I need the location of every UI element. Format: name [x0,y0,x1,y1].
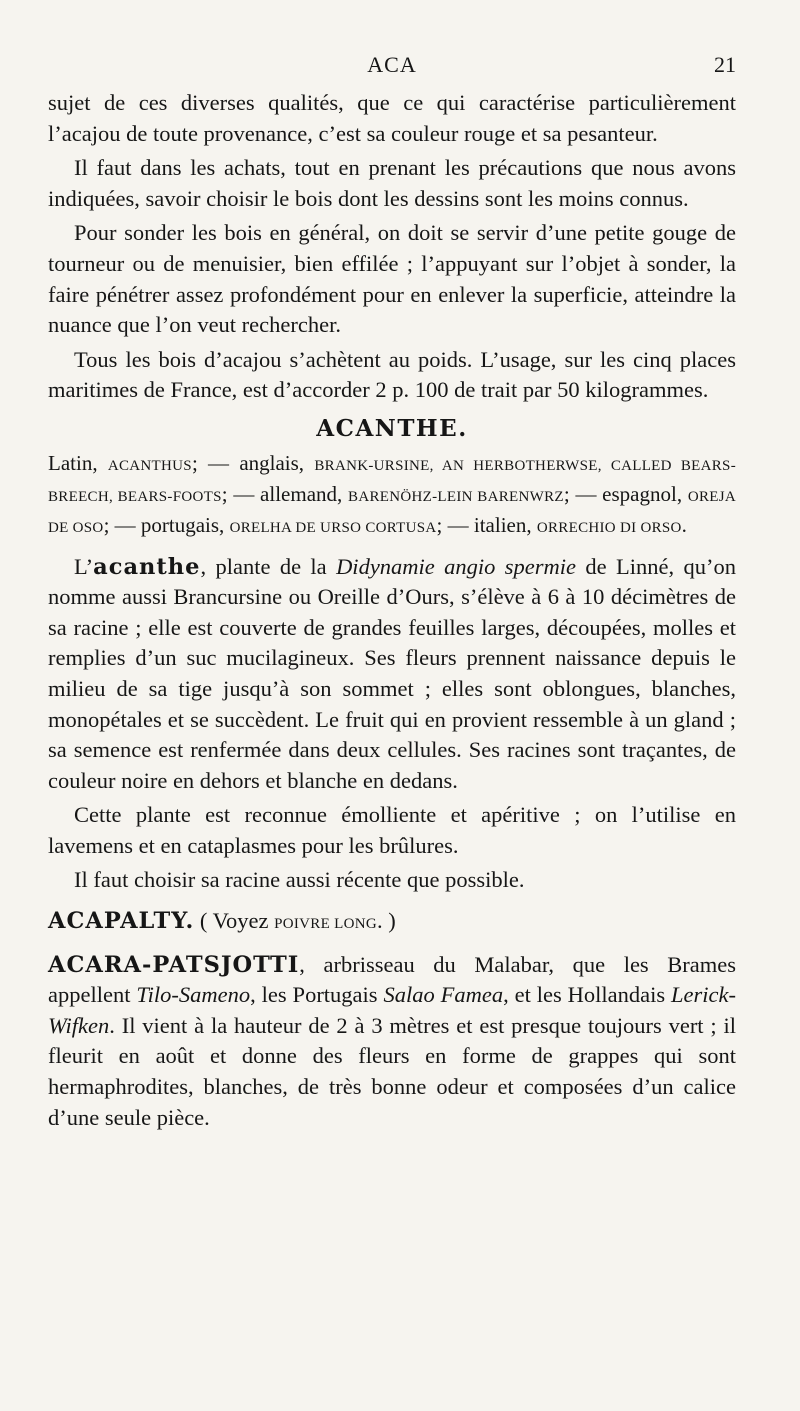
desc-text: , plante de la [200,553,337,579]
entry-text: , arbrisseau du Malabar, que les Brames appellent [48,951,736,1008]
portugais-names: ORELHA DE URSO CORTUSA [229,519,437,536]
italien-label: ; — italien, [436,512,532,537]
entry-text: . Il vient à la hauteur de 2 à 3 mètres et est presque toujours vert ; il fleurit en août et donne des fleurs en forme de grappes qui sont hermaphrodites, blanches, de très bonne odeur et composées d’un calice d’une seule pièce. [48,1012,736,1130]
latin-name: ACANTHUS [107,457,192,474]
acanthe-description [48,552,736,797]
acapalty-entry [48,906,736,940]
espagnol-names: OREJA DE OSO [48,488,737,536]
paragraph: Il faut choisir sa racine aussi récente que possible. [74,867,525,893]
synonyms-prefix: Latin, [48,450,98,475]
body-text [48,88,736,1133]
paragraph: Pour sonder les bois en général, on doit se servir d’une petite gouge de tourneur ou de menuisier, bien effilée ; l’appuyant sur l’objet à sonder, la faire pénétrer assez profondément pour en enlever la superficie, atteindre la nuance que l’on veut rechercher. [48,220,736,338]
entry-text: , les Portugais [250,982,384,1008]
synonyms-paragraph [48,449,736,542]
synonyms-end: . [681,512,687,537]
entry-term: acanthe [93,553,201,580]
running-head: ACA [367,52,417,77]
page-header [48,52,736,82]
allemand-label: ; — allemand, [221,481,343,506]
paragraph: Il faut dans les achats, tout en prenant les précautions que nous avons indiquées, savoir choisir le bois dont les dessins sont les moins connus. [48,155,736,211]
entry-term: ACAPALTY. [48,908,195,935]
desc-italic: Didynamie angio spermie [336,553,577,579]
italien-names: ORRECHIO DI ORSO [536,519,682,536]
entry-text: ( Voyez [194,908,275,934]
portugais-label: ; — portugais, [103,512,225,537]
paragraph: Tous les bois d’acajou s’achètent au poids. L’usage, sur les cinq places maritimes de France, est d’accorder 2 p. 100 de trait par 50 kilogrammes. [48,346,736,403]
cross-reference: POIVRE LONG [274,916,377,933]
allemand-names: BARENÖHZ-LEIN BARENWRZ [348,488,564,505]
paragraph: Cette plante est reconnue émolliente et apéritive ; on l’utilise en lavemens et en cataplasmes pour les brûlures. [48,802,736,858]
espagnol-label: ; — espagnol, [563,481,683,506]
entry-term: ACARA-PATSJOTTI [48,951,300,978]
desc-text: de Linné, qu’on nomme aussi Brancursine ou Oreille d’Ours, s’élève à 6 à 10 décimètres de sa racine ; elle est couverte de grandes feuilles larges, découpées, molles et remplies d’un suc mucilagineux. Ses fleurs prennent naissance depuis le milieu de sa tige jusqu’à son sommet ; elles sont oblongues, blanches, monopétales et se succèdent. Le fruit qui en provient ressemble à un gland ; sa semence est renfermée dans deux cellules. Ses racines sont traçantes, de couleur noire en dehors et blanche en dedans. [48,553,736,793]
anglais-label: ; — anglais, [191,450,305,475]
acara-entry [48,950,736,1134]
desc-article: L’ [74,553,94,579]
italic-name: Salao Famea [383,982,504,1008]
anglais-names: BRANK-URSINE, AN HERBOTHERWSE, CALLED BEARS-BREECH, BEARS-FOOTS [48,457,736,505]
italic-name: Tilo-Sameno [136,982,251,1008]
paragraph: sujet de ces diverses qualités, que ce qui caractérise particulièrement l’acajou de toute provenance, c’est sa couleur rouge et sa pesanteur. [48,90,736,146]
entry-text: . ) [376,908,396,934]
entry-text: , et les Hollandais [503,982,672,1008]
page-number: 21 [714,52,736,77]
section-title: ACANTHE. [316,414,468,442]
italic-name: Lerick-Wifken [48,982,737,1038]
